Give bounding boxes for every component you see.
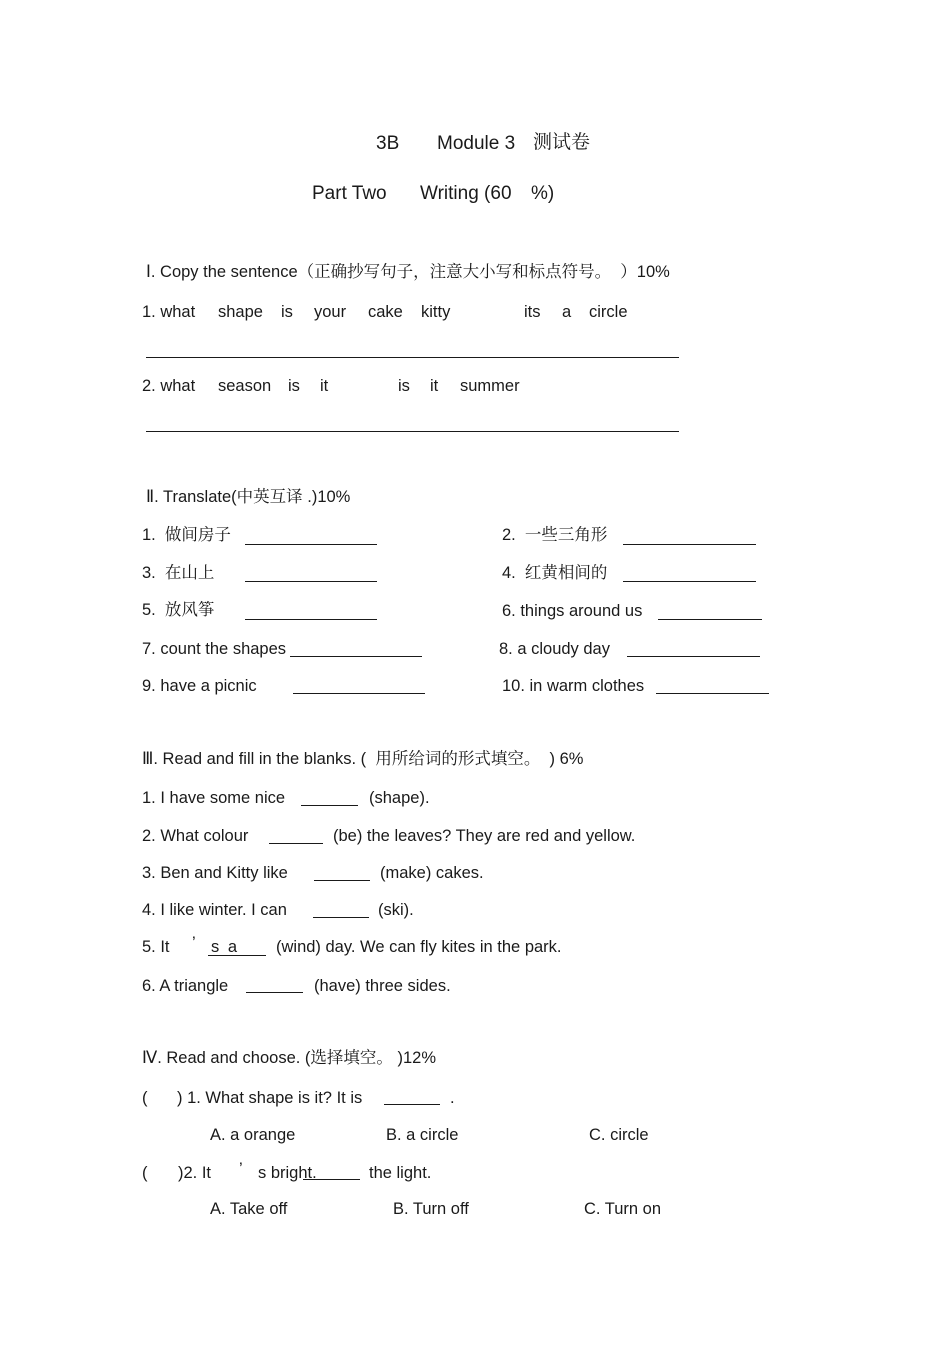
choice-blank[interactable]: [303, 1179, 360, 1180]
translate-item: 10. in warm clothes: [502, 677, 645, 695]
choice-option[interactable]: C. circle: [589, 1126, 649, 1144]
answer-blank[interactable]: [623, 544, 756, 545]
q2-word: is: [288, 377, 300, 395]
fill-q6-text: 6. A triangle: [142, 977, 229, 995]
fill-q3-text: 3. Ben and Kitty like: [142, 864, 288, 882]
choice-option[interactable]: B. Turn off: [393, 1200, 469, 1218]
answer-blank[interactable]: [658, 619, 762, 620]
answer-line[interactable]: [146, 357, 679, 358]
q1-word: a: [562, 303, 572, 321]
fill-blank[interactable]: [313, 917, 369, 918]
part-name: Writing (60: [420, 183, 512, 204]
answer-blank[interactable]: [245, 619, 377, 620]
section2-heading: Ⅱ. Translate(中英互译 .)10%: [146, 488, 351, 506]
fill-q5-text: 5. It: [142, 938, 170, 956]
q1-word: cake: [368, 303, 403, 321]
fill-blank[interactable]: [301, 805, 358, 806]
q1-word: shape: [218, 303, 263, 321]
fill-q5-text: s a: [211, 938, 240, 956]
title-module: Module 3: [437, 133, 516, 154]
fill-q4-text: 4. I like winter. I can: [142, 901, 287, 919]
q1-word: its: [524, 303, 541, 321]
choice-q2-apostrophe: ’: [239, 1160, 243, 1178]
fill-q1-text: (shape).: [369, 789, 430, 807]
fill-blank[interactable]: [246, 992, 303, 993]
answer-blank[interactable]: [656, 693, 769, 694]
q1-word: is: [281, 303, 293, 321]
translate-item: 6. things around us: [502, 602, 643, 620]
part-pct: %): [531, 183, 555, 204]
q1-word: circle: [589, 303, 628, 321]
translate-item: 9. have a picnic: [142, 677, 257, 695]
fill-q5-apostrophe: ’: [192, 934, 196, 952]
choice-option[interactable]: B. a circle: [386, 1126, 459, 1144]
answer-line[interactable]: [146, 431, 679, 432]
q2-word: is: [398, 377, 410, 395]
part-label: Part Two: [312, 183, 387, 204]
choice-blank[interactable]: [384, 1104, 440, 1105]
choice-q2-paren: (: [142, 1164, 148, 1182]
translate-item: 4. 红黄相间的: [502, 564, 608, 582]
q2-word: 2. what: [142, 377, 196, 395]
choice-q1-end: .: [450, 1089, 455, 1107]
q2-word: summer: [460, 377, 520, 395]
translate-item: 5. 放风筝: [142, 601, 215, 619]
choice-option[interactable]: A. Take off: [210, 1200, 288, 1218]
fill-q3-text: (make) cakes.: [380, 864, 484, 882]
translate-item: 1. 做间房子: [142, 526, 231, 544]
q2-word: it: [430, 377, 439, 395]
choice-q2-text: s bright.: [258, 1164, 317, 1182]
fill-q5-text: (wind) day. We can fly kites in the park.: [276, 938, 562, 956]
choice-q2-text: )2. It: [178, 1164, 212, 1182]
fill-blank[interactable]: [314, 880, 370, 881]
fill-q6-text: (have) three sides.: [314, 977, 451, 995]
section3-heading: Ⅲ. Read and fill in the blanks. ( 用所给词的形式填空。 ) 6%: [142, 750, 584, 768]
fill-q2-text: (be) the leaves? They are red and yellow.: [333, 827, 636, 845]
translate-item: 8. a cloudy day: [499, 640, 610, 658]
title-cn: 测试卷: [533, 132, 591, 153]
answer-blank[interactable]: [627, 656, 760, 657]
q1-word: 1. what: [142, 303, 196, 321]
choice-q2-text: the light.: [369, 1164, 432, 1182]
section1-heading: Ⅰ. Copy the sentence（正确抄写句子，注意大小写和标点符号。 ）10%: [146, 263, 670, 281]
fill-q2-text: 2. What colour: [142, 827, 249, 845]
answer-blank[interactable]: [290, 656, 422, 657]
translate-item: 2. 一些三角形: [502, 526, 608, 544]
choice-option[interactable]: A. a orange: [210, 1126, 296, 1144]
section4-heading: Ⅳ. Read and choose. (选择填空。 )12%: [142, 1049, 437, 1067]
fill-q4-text: (ski).: [378, 901, 414, 919]
q1-word: your: [314, 303, 347, 321]
q1-word: kitty: [421, 303, 451, 321]
fill-blank[interactable]: [208, 955, 266, 956]
fill-blank[interactable]: [269, 843, 323, 844]
q2-word: season: [218, 377, 272, 395]
translate-item: 7. count the shapes: [142, 640, 287, 658]
translate-item: 3. 在山上: [142, 564, 215, 582]
answer-blank[interactable]: [623, 581, 756, 582]
choice-option[interactable]: C. Turn on: [584, 1200, 662, 1218]
choice-q1-paren: (: [142, 1089, 148, 1107]
choice-q1-text: ) 1. What shape is it? It is: [177, 1089, 363, 1107]
q2-word: it: [320, 377, 329, 395]
answer-blank[interactable]: [293, 693, 425, 694]
fill-q1-text: 1. I have some nice: [142, 789, 286, 807]
answer-blank[interactable]: [245, 581, 377, 582]
answer-blank[interactable]: [245, 544, 377, 545]
title-code: 3B: [376, 133, 400, 154]
